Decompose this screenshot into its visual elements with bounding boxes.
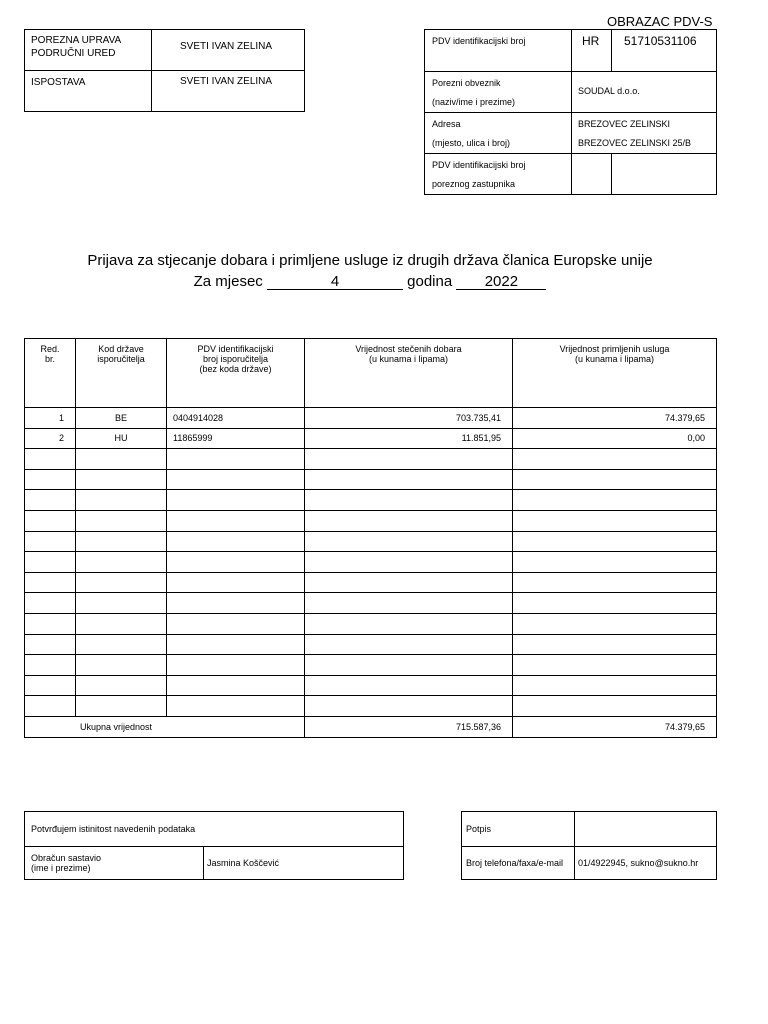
tax-representative-prefix [572, 154, 612, 195]
empty-cell [76, 469, 167, 490]
empty-cell [167, 490, 305, 511]
empty-cell [513, 510, 717, 531]
empty-cell [513, 490, 717, 511]
total-services-value: 74.379,65 [513, 716, 717, 737]
empty-cell [513, 634, 717, 655]
empty-cell [167, 696, 305, 717]
empty-cell [25, 613, 76, 634]
header-line: Kod države [98, 344, 144, 354]
header-line: PDV identifikacijski [197, 344, 274, 354]
row-number: 1 [25, 408, 76, 429]
regional-office-label: POREZNA UPRAVA PODRUČNI URED [25, 30, 152, 71]
branch-office-label: ISPOSTAVA [25, 71, 152, 112]
empty-cell [305, 675, 513, 696]
tax-representative-value [612, 154, 717, 195]
empty-cell [25, 696, 76, 717]
tax-representative-label-line: PDV identifikacijski broj [432, 160, 526, 170]
year-label: godina [407, 273, 453, 290]
table-row [25, 408, 717, 429]
empty-cell [25, 449, 76, 470]
empty-cell [25, 675, 76, 696]
empty-cell [167, 655, 305, 676]
table-row-empty [25, 552, 717, 573]
table-row-empty [25, 593, 717, 614]
empty-cell [305, 449, 513, 470]
empty-cell [305, 552, 513, 573]
table-row-empty [25, 655, 717, 676]
empty-cell [167, 469, 305, 490]
empty-cell [76, 675, 167, 696]
supplier-vat-id: 0404914028 [167, 408, 305, 429]
header-services-value [513, 339, 717, 408]
header-line: Vrijednost stečenih dobara [355, 344, 462, 354]
regional-office-value: SVETI IVAN ZELINA [152, 30, 305, 71]
empty-cell [305, 613, 513, 634]
header-line: Red. [40, 344, 60, 354]
taxpayer-name-value: SOUDAL d.o.o. [572, 72, 717, 113]
month-value: 4 [267, 274, 403, 290]
empty-cell [76, 696, 167, 717]
empty-cell [25, 634, 76, 655]
prepared-by-value: Jasmina Koščević [204, 847, 404, 880]
tax-office-box [24, 29, 305, 112]
header-line: broj isporučitelja [202, 354, 269, 364]
header-line: (bez koda države) [199, 364, 272, 374]
empty-cell [25, 593, 76, 614]
empty-cell [76, 572, 167, 593]
empty-cell [76, 531, 167, 552]
taxpayer-name-label [425, 72, 572, 113]
prepared-by-label [25, 847, 204, 880]
empty-cell [76, 552, 167, 573]
total-goods-value: 715.587,36 [305, 716, 513, 737]
empty-cell [167, 675, 305, 696]
empty-cell [167, 634, 305, 655]
country-prefix: HR [572, 30, 612, 72]
empty-cell [305, 490, 513, 511]
empty-cell [305, 634, 513, 655]
address-line: BREZOVEC ZELINSKI 25/B [578, 138, 692, 148]
services-value: 0,00 [513, 428, 717, 449]
empty-cell [76, 490, 167, 511]
empty-cell [76, 510, 167, 531]
table-row-empty [25, 510, 717, 531]
total-row [25, 716, 717, 737]
empty-cell [76, 655, 167, 676]
year-value: 2022 [456, 274, 546, 290]
header-line: isporučitelja [97, 354, 145, 364]
empty-cell [305, 469, 513, 490]
vat-id-label: PDV identifikacijski broj [425, 30, 572, 72]
empty-cell [76, 593, 167, 614]
vat-id-value: 51710531106 [612, 30, 717, 72]
address-value [572, 113, 717, 154]
taxpayer-name-label-line: (naziv/ime i prezime) [432, 97, 516, 107]
branch-office-value: SVETI IVAN ZELINA [152, 71, 305, 112]
month-label: Za mjesec [193, 273, 263, 290]
empty-cell [513, 696, 717, 717]
empty-cell [513, 572, 717, 593]
taxpayer-name-label-line: Porezni obveznik [432, 78, 501, 88]
empty-cell [305, 510, 513, 531]
total-label: Ukupna vrijednost [25, 716, 305, 737]
address-label-line: Adresa [432, 119, 461, 129]
empty-cell [305, 593, 513, 614]
signature-field [575, 812, 717, 847]
goods-value: 703.735,41 [305, 408, 513, 429]
empty-cell [513, 449, 717, 470]
acquisitions-table [24, 338, 717, 738]
header-line: Vrijednost primljenih usluga [559, 344, 670, 354]
table-row-empty [25, 531, 717, 552]
empty-cell [25, 490, 76, 511]
table-row-empty [25, 572, 717, 593]
empty-cell [513, 469, 717, 490]
empty-cell [167, 613, 305, 634]
country-code: BE [76, 408, 167, 429]
empty-cell [513, 613, 717, 634]
prepared-by-label-line: (ime i prezime) [31, 863, 91, 873]
signature-box [461, 811, 717, 880]
empty-cell [76, 613, 167, 634]
empty-cell [513, 655, 717, 676]
table-row-empty [25, 675, 717, 696]
header-row-number [25, 339, 76, 408]
empty-cell [167, 449, 305, 470]
empty-cell [25, 655, 76, 676]
form-code: OBRAZAC PDV-S [607, 14, 713, 29]
empty-cell [305, 572, 513, 593]
header-line: (u kunama i lipama) [368, 354, 449, 364]
empty-cell [167, 531, 305, 552]
empty-cell [513, 593, 717, 614]
confirmation-statement: Potvrđujem istinitost navedenih podataka [25, 812, 404, 847]
empty-cell [513, 675, 717, 696]
empty-cell [25, 510, 76, 531]
confirmation-box [24, 811, 404, 880]
table-row-empty [25, 490, 717, 511]
empty-cell [76, 449, 167, 470]
table-row-empty [25, 634, 717, 655]
empty-cell [513, 552, 717, 573]
empty-cell [25, 552, 76, 573]
goods-value: 11.851,95 [305, 428, 513, 449]
table-row-empty [25, 449, 717, 470]
table-row-empty [25, 469, 717, 490]
empty-cell [167, 572, 305, 593]
tax-representative-label [425, 154, 572, 195]
empty-cell [25, 531, 76, 552]
taxpayer-box [424, 29, 717, 195]
address-label [425, 113, 572, 154]
empty-cell [167, 510, 305, 531]
contact-value: 01/4922945, sukno@sukno.hr [575, 847, 717, 880]
form-title: Prijava za stjecanje dobara i primljene usluge iz drugih država članica Europske unije [87, 252, 653, 269]
supplier-vat-id: 11865999 [167, 428, 305, 449]
table-row [25, 428, 717, 449]
empty-cell [305, 655, 513, 676]
empty-cell [305, 531, 513, 552]
header-goods-value [305, 339, 513, 408]
empty-cell [25, 469, 76, 490]
period-line [0, 273, 740, 290]
header-line: br. [44, 354, 55, 364]
prepared-by-label-line: Obračun sastavio [31, 853, 102, 863]
empty-cell [25, 572, 76, 593]
services-value: 74.379,65 [513, 408, 717, 429]
table-row-empty [25, 613, 717, 634]
tax-representative-label-line: poreznog zastupnika [432, 179, 516, 189]
address-label-line: (mjesto, ulica i broj) [432, 138, 511, 148]
signature-label: Potpis [462, 812, 575, 847]
empty-cell [513, 531, 717, 552]
empty-cell [76, 634, 167, 655]
table-row-empty [25, 696, 717, 717]
empty-cell [305, 696, 513, 717]
country-code: HU [76, 428, 167, 449]
address-line: BREZOVEC ZELINSKI [578, 119, 671, 129]
empty-cell [167, 593, 305, 614]
empty-cell [167, 552, 305, 573]
row-number: 2 [25, 428, 76, 449]
header-country-code [76, 339, 167, 408]
contact-label: Broj telefona/faxa/e-mail [462, 847, 575, 880]
header-supplier-vat [167, 339, 305, 408]
header-line: (u kunama i lipama) [574, 354, 655, 364]
